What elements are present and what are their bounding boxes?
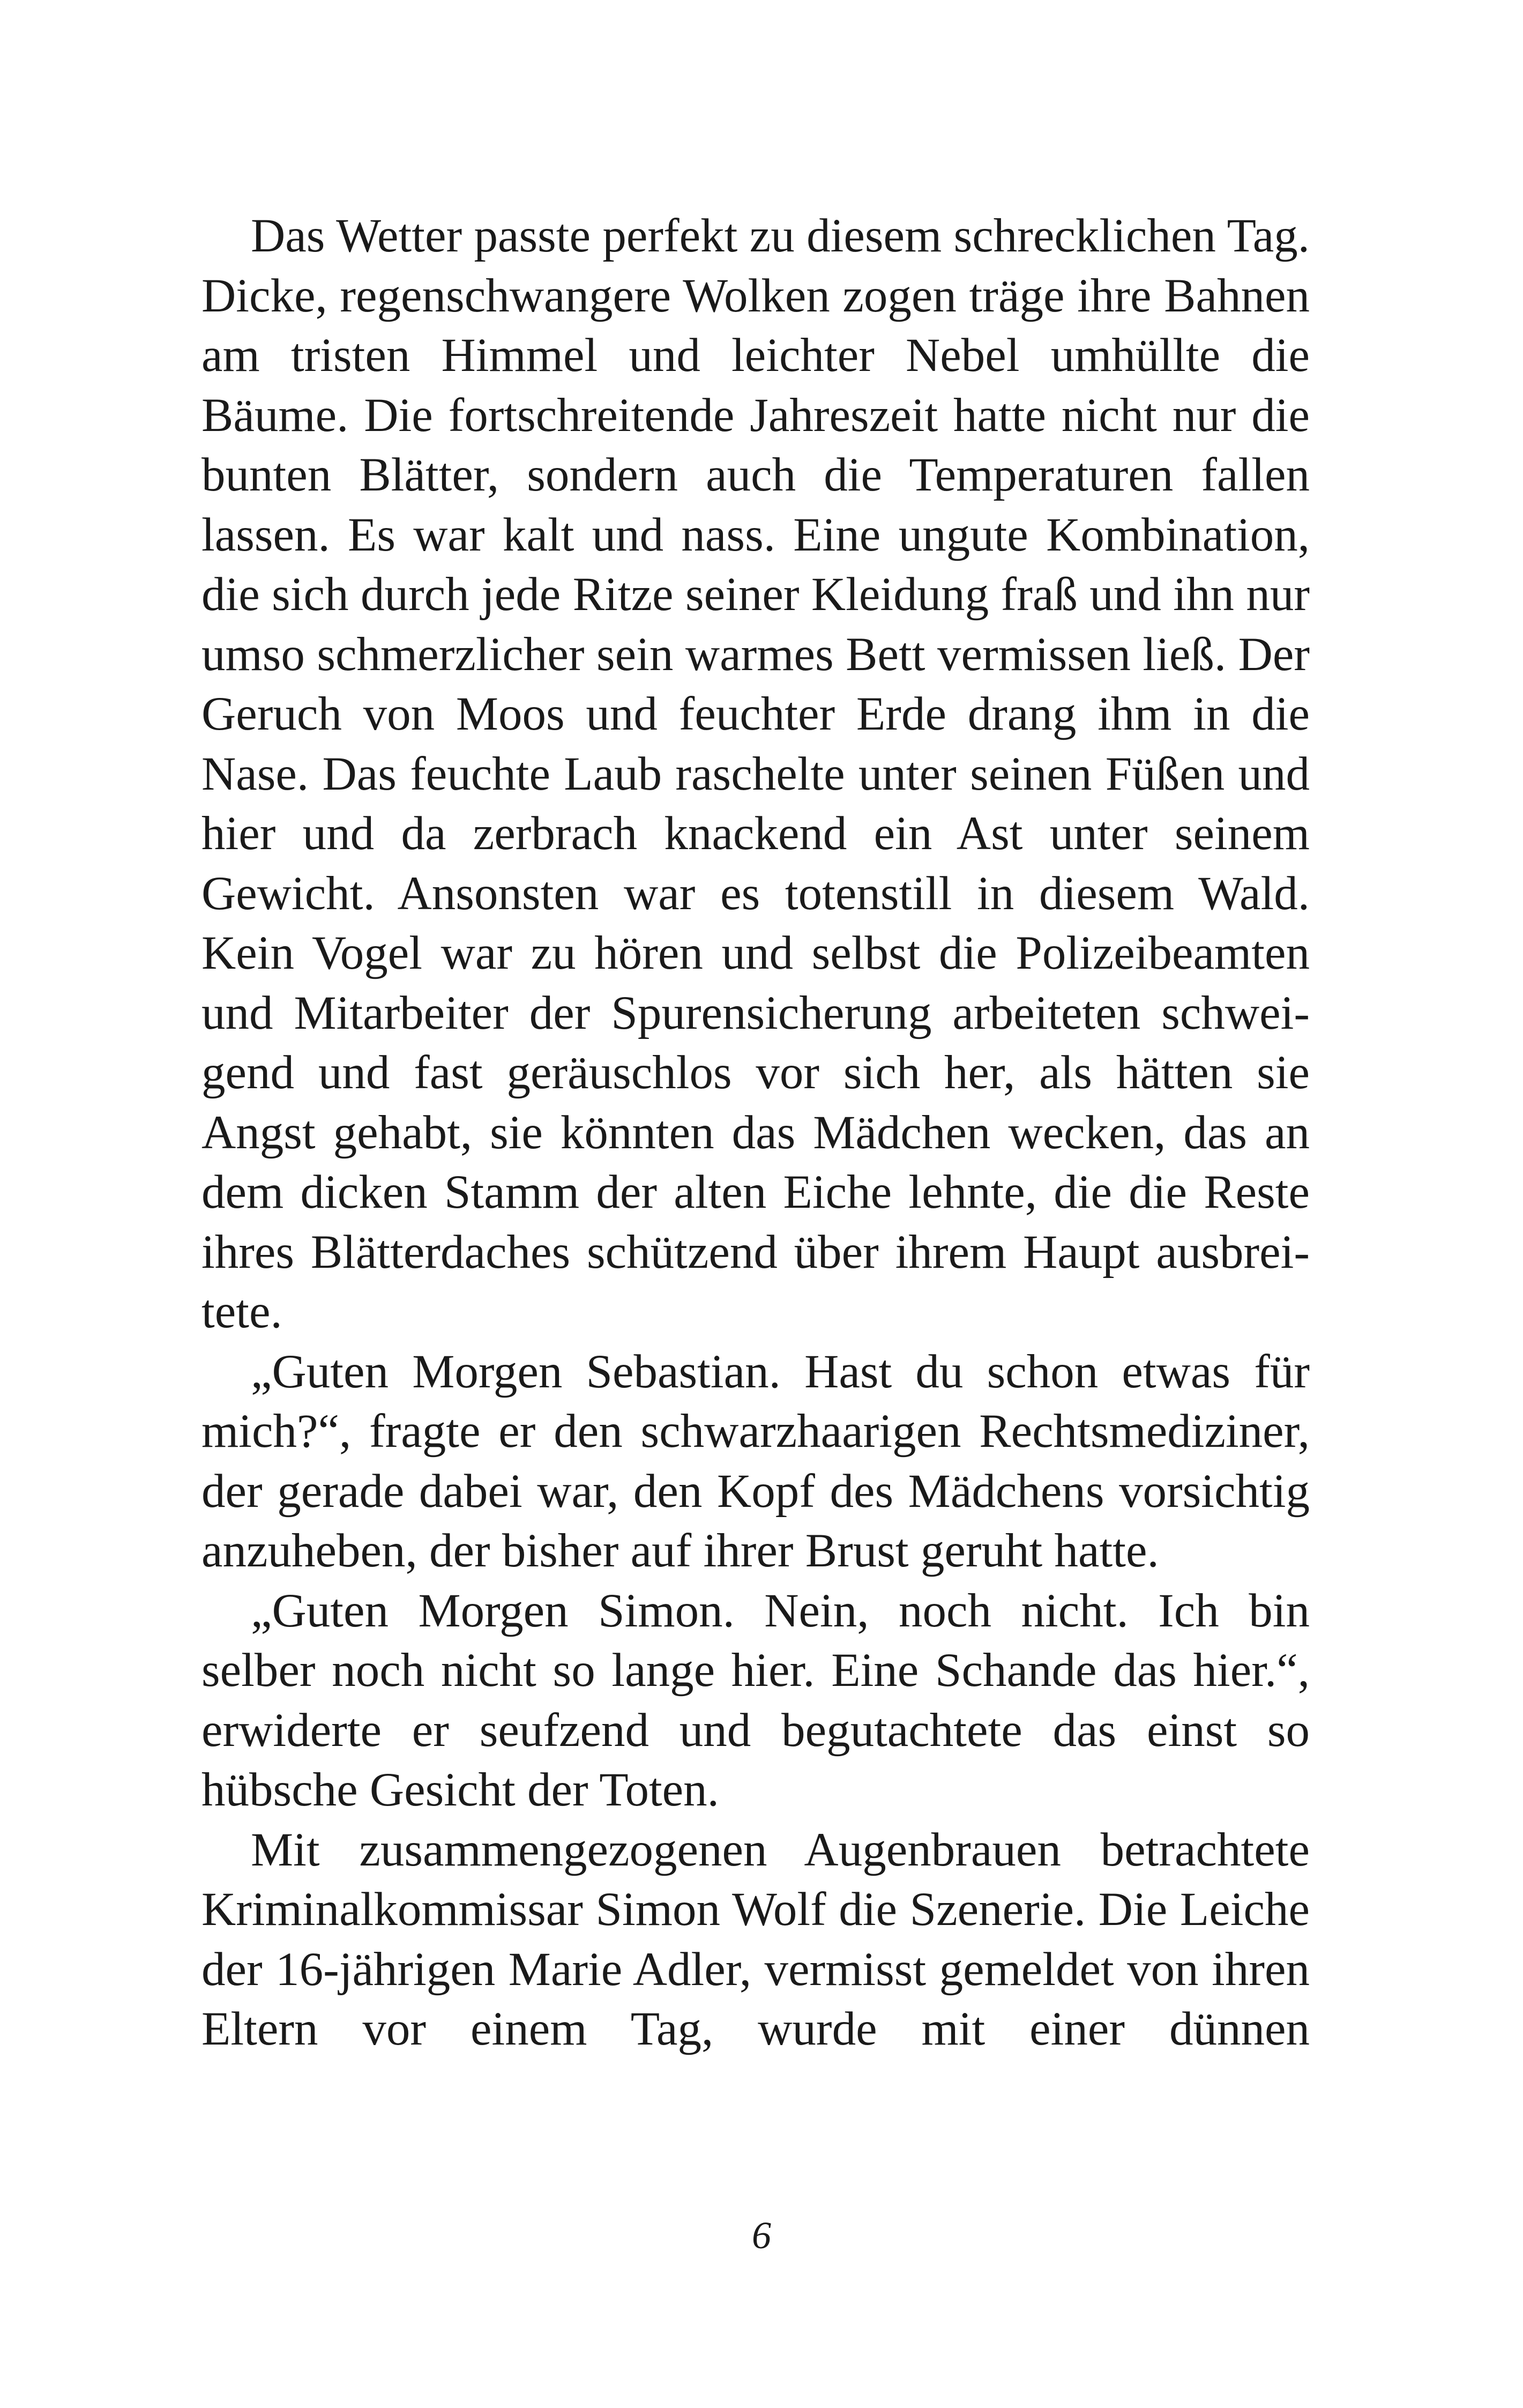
paragraph-3: „Guten Morgen Simon. Nein, noch nicht. Ich bin selber noch nicht so lange hier. Eine Schande das hier.“, erwiderte er seufzend und begutachtete das einst so hübsche Gesicht der Toten.: [201, 1584, 1310, 1816]
paragraph-1: Das Wetter passte perfekt zu diesem schrecklichen Tag. Dicke, regenschwangere Wolken zogen träge ihre Bahnen am tristen Himmel und leichter Nebel umhüllte die Bäume. Die fortschreitende Jahreszeit hatte nicht nur die bunten Blätter, sondern auch die Temperaturen fallen lassen. Es war kalt und nass. Eine ungute Kombination, die sich durch jede Ritze seiner Kleidung fraß und ihn nur umso schmerzlicher sein warmes Bett vermissen ließ. Der Geruch von Moos und feuchter Erde drang ihm in die Nase. Das feuchte Laub raschelte unter seinen Füßen und hier und da zerbrach knackend ein Ast unter seinem Gewicht. Ansonsten war es totenstill in diesem Wald. Kein Vogel war zu hören und selbst die Polizeibeamten und Mitarbeiter der Spurensicherung arbeiteten schweigend und fast geräuschlos vor sich her, als hätten sie Angst gehabt, sie könnten das Mädchen wecken, das an dem dicken Stamm der alten Eiche lehnte, die die Reste ihres Blätterdaches schützend über ihrem Haupt ausbreitete.: [201, 210, 1310, 1338]
body-text: [201, 206, 1310, 2060]
paragraph-4: Mit zusammengezogenen Augenbrauen betrachtete Kriminalkommissar Simon Wolf die Szenerie. Die Leiche der 16-jährigen Marie Adler, vermisst gemeldet von ihren Eltern vor einem Tag, wurde mit einer dünnen: [201, 1823, 1310, 2055]
paragraph-2: „Guten Morgen Sebastian. Hast du schon etwas für mich?“, fragte er den schwarzhaarigen Rechtsmediziner, der gerade dabei war, den Kopf des Mädchens vorsichtig anzuheben, der bisher auf ihrer Brust geruht hatte.: [201, 1345, 1310, 1577]
page-number: 6: [752, 2214, 771, 2257]
